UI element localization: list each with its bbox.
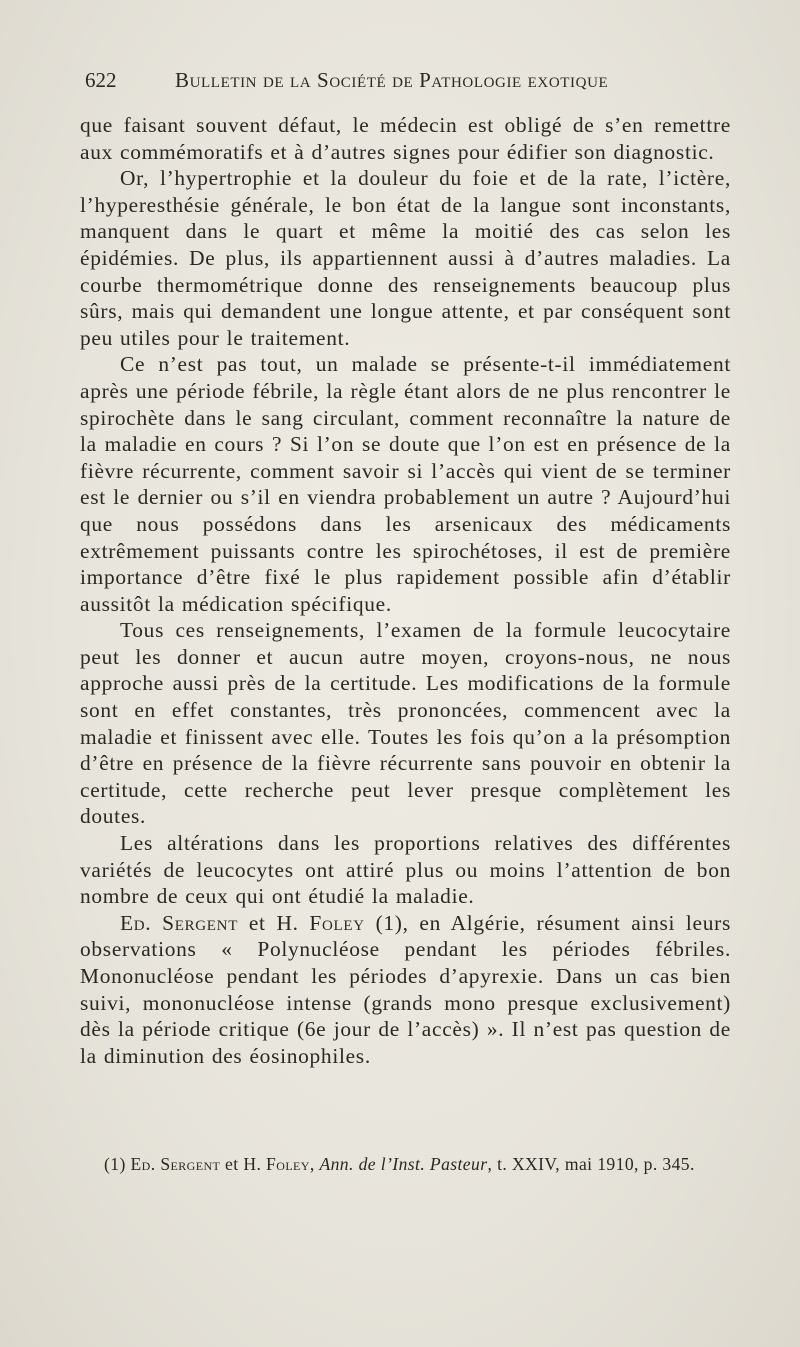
paragraph-2: Or, l’hypertrophie et la douleur du foie et de la rate, l’ictère, l’hyperesthésie générale, le bon état de la langue sont inconstants, manquent dans le quart et même la moitié des cas selon les épidémies. De plus, ils appartiennent aussi à d’autres maladies. La courbe thermométrique donne des renseignements beaucoup plus sûrs, mais qui demandent une longue attente, et par conséquent sont peu utiles pour le traitement.: [80, 166, 731, 350]
footnote-author-foley: H. Foley: [243, 1154, 310, 1174]
paragraph-6: [80, 910, 731, 1070]
paragraph-5: Les altérations dans les proportions relatives des différentes variétés de leucocytes ont attiré plus ou moins l’attention de bon nombre de ceux qui ont étudié la maladie.: [80, 831, 731, 909]
footnote-marker: (1): [104, 1154, 131, 1174]
article-body: [80, 112, 731, 1069]
footnote-1: [80, 1152, 731, 1176]
paragraph-3: Ce n’est pas tout, un malade se présente-t-il immédiatement après une période fébrile, la règle étant alors de ne plus rencontrer le spirochète dans le sang circulant, comment reconnaître la nature de la maladie en cours ? Si l’on se doute que l’on est en présence de la fièvre récurrente, comment savoir si l’accès qui vient de se terminer est le dernier ou s’il en viendra probablement un autre ? Aujourd’hui que nous possédons dans les arsenicaux des médicaments extrêmement puissants contre les spirochétoses, il est de première importance d’être fixé le plus rapidement possible afin d’établir aussitôt la médication spécifique.: [80, 352, 731, 616]
running-title: Bulletin de la Société de Pathologie exotique: [175, 68, 609, 92]
page-header: [85, 68, 730, 98]
footnote-conjunction: et: [220, 1154, 244, 1174]
footnote-author-sergent: Ed. Sergent: [130, 1154, 221, 1174]
paragraph-1: que faisant souvent défaut, le médecin est obligé de s’en remettre aux commémoratifs et à d’autres signes pour édifier son diagnostic.: [80, 113, 731, 164]
page-number: 622: [85, 68, 117, 92]
author-sergent: Ed. Sergent: [120, 910, 239, 935]
author-foley: H. Foley: [276, 910, 365, 935]
paragraph-4: Tous ces renseignements, l’examen de la formule leucocytaire peut les donner et aucun autre moyen, croyons-nous, ne nous approche aussi près de la certitude. Les modifications de la formule sont en effet constantes, très prononcées, commencent avec la maladie et finissent avec elle. Toutes les fois qu’on a la présomption d’être en présence de la fièvre récurrente sans pouvoir en obtenir la certitude, cette recherche peut lever presque complètement les doutes.: [80, 618, 731, 829]
conjunction: et: [238, 910, 277, 935]
paragraph-6-text: (1), en Algérie, résument ainsi leurs observations « Polynucléose pendant les périodes fébriles. Mononucléose pendant les périodes d’apyrexie. Dans un cas bien suivi, mononucléose intense (grands mono presque exclusivement) dès la période critique (6e jour de l’accès) ». Il n’est pas question de la diminution des éosinophiles.: [80, 910, 731, 1068]
footnote: [80, 1152, 731, 1176]
footnote-citation: , t. XXIV, mai 1910, p. 345.: [487, 1154, 695, 1174]
footnote-journal: Ann. de l’Inst. Pasteur: [319, 1154, 488, 1174]
footnote-separator: ,: [309, 1154, 320, 1174]
